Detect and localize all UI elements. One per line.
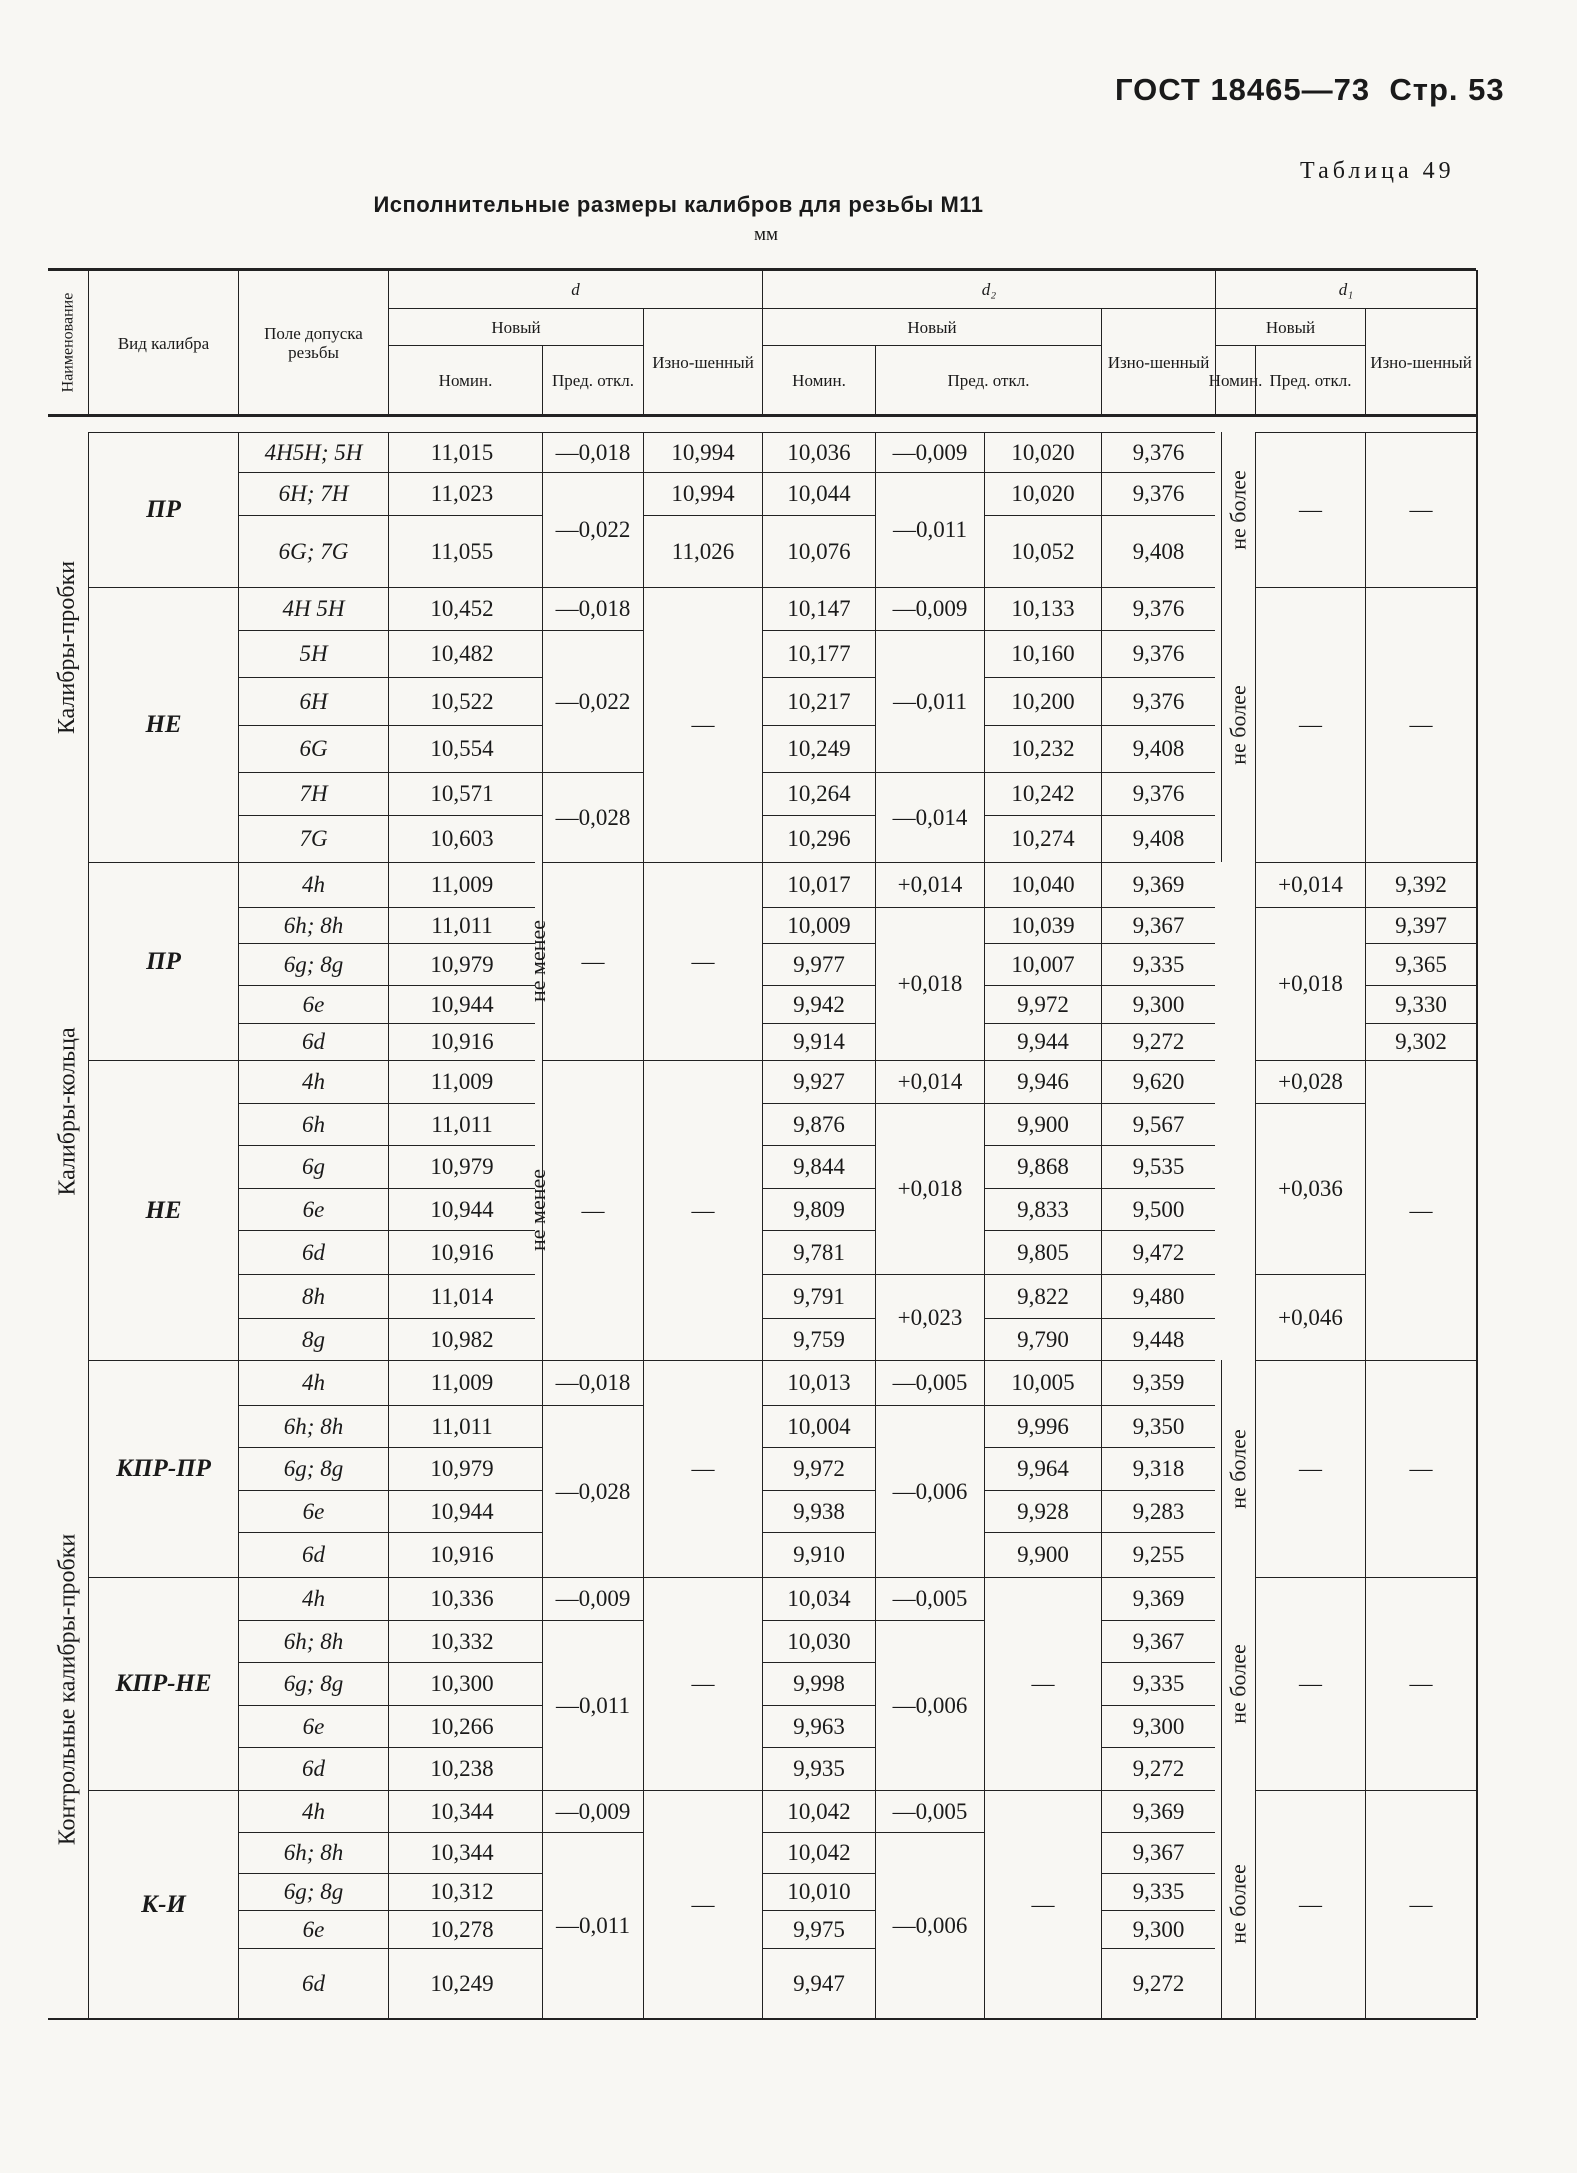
d2-worn: 10,274 bbox=[984, 815, 1101, 862]
d2-nominal: 9,791 bbox=[762, 1274, 875, 1318]
d2-deviation: —0,005 bbox=[875, 1360, 984, 1405]
tolerance-field: 6e bbox=[238, 985, 388, 1023]
d1-nominal: 9,272 bbox=[1101, 1023, 1215, 1060]
d-deviation: — bbox=[542, 862, 643, 1060]
d1-worn: 9,365 bbox=[1365, 943, 1476, 985]
d2-nominal: 10,147 bbox=[762, 587, 875, 630]
d2-nominal: 10,034 bbox=[762, 1577, 875, 1620]
d-nominal: 11,009 bbox=[388, 1060, 535, 1103]
tolerance-field: 6H; 7H bbox=[238, 472, 388, 515]
d1-worn: — bbox=[1365, 1060, 1476, 1360]
d-nominal: 11,009 bbox=[388, 1360, 535, 1405]
table-title: Исполнительные размеры калибров для резьбы М11 bbox=[373, 192, 984, 217]
d1-nominal: 9,335 bbox=[1101, 943, 1215, 985]
d2-nominal: 9,876 bbox=[762, 1103, 875, 1145]
d2-nominal: 10,264 bbox=[762, 772, 875, 815]
d-nominal: 10,554 bbox=[388, 725, 535, 772]
column-header-d1: d₁ bbox=[1215, 270, 1476, 308]
column-header-d2: d₂ bbox=[762, 270, 1215, 308]
d-deviation: —0,011 bbox=[542, 1620, 643, 1790]
d2-worn: 10,040 bbox=[984, 862, 1101, 907]
gauge-kind-label: КПР-ПР bbox=[88, 1360, 238, 1577]
tolerance-field: 6d bbox=[238, 1948, 388, 2018]
d-nominal: 10,603 bbox=[388, 815, 535, 862]
d-deviation: —0,009 bbox=[542, 1577, 643, 1620]
d2-nominal: 9,809 bbox=[762, 1188, 875, 1230]
d2-worn: 9,900 bbox=[984, 1532, 1101, 1577]
d-worn: — bbox=[643, 1577, 762, 1790]
table-cell bbox=[535, 432, 542, 472]
d-deviation: —0,022 bbox=[542, 472, 643, 587]
d2-deviation: —0,005 bbox=[875, 1790, 984, 1832]
column-header-worn: Изно-шенный bbox=[643, 308, 762, 415]
d2-nominal: 9,935 bbox=[762, 1747, 875, 1790]
d-nominal: 11,011 bbox=[388, 1103, 535, 1145]
d2-nominal: 10,042 bbox=[762, 1832, 875, 1873]
tolerance-field: 6g; 8g bbox=[238, 1662, 388, 1705]
table-cell bbox=[535, 1620, 542, 1662]
d-nominal: 11,011 bbox=[388, 1405, 535, 1447]
table-cell bbox=[535, 1662, 542, 1705]
table-bottom-rule bbox=[48, 2018, 1476, 2020]
column-header-deviation: Пред. откл. bbox=[1255, 345, 1365, 415]
tolerance-field: 6G; 7G bbox=[238, 515, 388, 587]
column-header-worn: Изно-шенный bbox=[1101, 308, 1215, 415]
d1-nominal: 9,300 bbox=[1101, 1705, 1215, 1747]
tolerance-field: 6h; 8h bbox=[238, 1405, 388, 1447]
d2-nominal: 10,042 bbox=[762, 1790, 875, 1832]
d1-nominal: 9,272 bbox=[1101, 1948, 1215, 2018]
d-nominal: 10,238 bbox=[388, 1747, 535, 1790]
d-worn: 10,994 bbox=[643, 432, 762, 472]
standard-number: ГОСТ 18465—73 Стр. 53 bbox=[1115, 72, 1505, 107]
d1-nominal: 9,369 bbox=[1101, 862, 1215, 907]
d1-nominal: 9,283 bbox=[1101, 1490, 1215, 1532]
d2-worn: 10,020 bbox=[984, 432, 1101, 472]
d2-nominal: 9,998 bbox=[762, 1662, 875, 1705]
group-label: Калибры-кольца bbox=[54, 1026, 81, 1196]
d-nominal: 10,979 bbox=[388, 1447, 535, 1490]
d-nominal: 10,944 bbox=[388, 985, 535, 1023]
column-header-new: Новый bbox=[1215, 308, 1365, 345]
d1-nominal: 9,367 bbox=[1101, 907, 1215, 943]
d2-nominal: 9,963 bbox=[762, 1705, 875, 1747]
d1-nominal: 9,335 bbox=[1101, 1662, 1215, 1705]
d2-worn: — bbox=[984, 1577, 1101, 1790]
table-cell bbox=[535, 515, 542, 587]
d2-deviation: +0,023 bbox=[875, 1274, 984, 1360]
table-unit: мм bbox=[753, 224, 779, 245]
d-nominal: 11,009 bbox=[388, 862, 535, 907]
d1-worn: 9,397 bbox=[1365, 907, 1476, 943]
column-header-nominal: Номин. bbox=[762, 345, 875, 415]
tolerance-field: 4H5H; 5H bbox=[238, 432, 388, 472]
d2-worn: 9,900 bbox=[984, 1103, 1101, 1145]
d1-worn: 9,392 bbox=[1365, 862, 1476, 907]
d2-worn: 9,946 bbox=[984, 1060, 1101, 1103]
table-right-rule bbox=[1476, 270, 1478, 2018]
d2-worn: 9,964 bbox=[984, 1447, 1101, 1490]
d2-nominal: 9,977 bbox=[762, 943, 875, 985]
group-label: Контрольные калибры-пробки bbox=[54, 1533, 81, 1845]
d2-worn: — bbox=[984, 1790, 1101, 2018]
d2-nominal: 9,781 bbox=[762, 1230, 875, 1274]
d1-nominal: 9,335 bbox=[1101, 1873, 1215, 1910]
d2-deviation: —0,014 bbox=[875, 772, 984, 862]
d-nominal: 10,916 bbox=[388, 1230, 535, 1274]
d2-nominal: 10,296 bbox=[762, 815, 875, 862]
d2-deviation: —0,005 bbox=[875, 1577, 984, 1620]
d1-nominal: 9,367 bbox=[1101, 1620, 1215, 1662]
d2-worn: 10,007 bbox=[984, 943, 1101, 985]
d-nominal: 11,055 bbox=[388, 515, 535, 587]
d1-nominal: 9,272 bbox=[1101, 1747, 1215, 1790]
d1-deviation: — bbox=[1255, 1790, 1365, 2018]
d2-nominal: 9,910 bbox=[762, 1532, 875, 1577]
tolerance-field: 4H 5H bbox=[238, 587, 388, 630]
column-header-nominal: Номин. bbox=[1215, 345, 1255, 415]
d-deviation: —0,018 bbox=[542, 1360, 643, 1405]
d2-deviation: +0,014 bbox=[875, 862, 984, 907]
d2-nominal: 10,030 bbox=[762, 1620, 875, 1662]
table-cell bbox=[535, 677, 542, 725]
d-nominal: 11,015 bbox=[388, 432, 535, 472]
d1-nominal: 9,535 bbox=[1101, 1145, 1215, 1188]
tolerance-field: 6H bbox=[238, 677, 388, 725]
d-nominal: 10,571 bbox=[388, 772, 535, 815]
d-nominal: 10,332 bbox=[388, 1620, 535, 1662]
d1-nominal: 9,500 bbox=[1101, 1188, 1215, 1230]
d-nominal: 10,916 bbox=[388, 1023, 535, 1060]
gauge-kind-label: ПР bbox=[88, 432, 238, 587]
d-nominal: 10,944 bbox=[388, 1188, 535, 1230]
tolerance-field: 6e bbox=[238, 1705, 388, 1747]
d-worn: 11,026 bbox=[643, 515, 762, 587]
d1-nominal: 9,472 bbox=[1101, 1230, 1215, 1274]
table-cell bbox=[535, 630, 542, 677]
d-nominal: 10,944 bbox=[388, 1490, 535, 1532]
d1-nominal: 9,408 bbox=[1101, 815, 1215, 862]
tolerance-field: 6e bbox=[238, 1188, 388, 1230]
d2-deviation: —0,006 bbox=[875, 1620, 984, 1790]
d2-worn: 10,232 bbox=[984, 725, 1101, 772]
d2-worn: 10,200 bbox=[984, 677, 1101, 725]
tolerance-field: 6g bbox=[238, 1145, 388, 1188]
tolerance-field: 6d bbox=[238, 1532, 388, 1577]
d2-worn: 10,242 bbox=[984, 772, 1101, 815]
d1-worn: — bbox=[1365, 1360, 1476, 1577]
d-nominal: 11,023 bbox=[388, 472, 535, 515]
tolerance-field: 6g; 8g bbox=[238, 1447, 388, 1490]
not-more-label: не более bbox=[1221, 432, 1255, 587]
tolerance-field: 6g; 8g bbox=[238, 1873, 388, 1910]
column-header-deviation: Пред. откл. bbox=[875, 345, 1101, 415]
table-cell bbox=[535, 472, 542, 515]
tolerance-field: 6e bbox=[238, 1490, 388, 1532]
table-cell bbox=[535, 1532, 542, 1577]
tolerance-field: 6d bbox=[238, 1230, 388, 1274]
d1-worn: — bbox=[1365, 432, 1476, 587]
d1-deviation: +0,046 bbox=[1255, 1274, 1365, 1360]
d2-nominal: 9,975 bbox=[762, 1910, 875, 1948]
d1-worn: — bbox=[1365, 1790, 1476, 2018]
d1-deviation: +0,018 bbox=[1255, 907, 1365, 1060]
d1-worn: 9,302 bbox=[1365, 1023, 1476, 1060]
column-header-field: Поле допуска резьбы bbox=[238, 270, 388, 415]
d-worn: 10,994 bbox=[643, 472, 762, 515]
d2-nominal: 9,947 bbox=[762, 1948, 875, 2018]
d-nominal: 11,014 bbox=[388, 1274, 535, 1318]
d-deviation: —0,028 bbox=[542, 1405, 643, 1577]
d1-nominal: 9,350 bbox=[1101, 1405, 1215, 1447]
gauge-kind-label: НЕ bbox=[88, 1060, 238, 1360]
d1-nominal: 9,376 bbox=[1101, 630, 1215, 677]
table-cell bbox=[535, 587, 542, 630]
d-nominal: 10,982 bbox=[388, 1318, 535, 1360]
not-less-label: не менее bbox=[525, 1168, 551, 1252]
tolerance-field: 6e bbox=[238, 1910, 388, 1948]
d2-deviation: +0,014 bbox=[875, 1060, 984, 1103]
d-deviation: —0,018 bbox=[542, 587, 643, 630]
d-deviation: —0,028 bbox=[542, 772, 643, 862]
d2-worn: 10,133 bbox=[984, 587, 1101, 630]
d2-nominal: 10,010 bbox=[762, 1873, 875, 1910]
d2-deviation: —0,006 bbox=[875, 1405, 984, 1577]
tolerance-field: 6d bbox=[238, 1747, 388, 1790]
d2-worn: 9,972 bbox=[984, 985, 1101, 1023]
tolerance-field: 6h bbox=[238, 1103, 388, 1145]
page-number: Стр. 53 bbox=[1389, 72, 1505, 107]
table-cell bbox=[535, 1790, 542, 1832]
d1-nominal: 9,369 bbox=[1101, 1790, 1215, 1832]
table-cell bbox=[535, 1747, 542, 1790]
d2-worn: 9,868 bbox=[984, 1145, 1101, 1188]
d2-nominal: 10,004 bbox=[762, 1405, 875, 1447]
d-deviation: —0,009 bbox=[542, 1790, 643, 1832]
table-cell bbox=[535, 1832, 542, 1873]
d2-worn: 10,020 bbox=[984, 472, 1101, 515]
d1-nominal: 9,367 bbox=[1101, 1832, 1215, 1873]
tolerance-field: 6h; 8h bbox=[238, 1832, 388, 1873]
d1-nominal: 9,376 bbox=[1101, 587, 1215, 630]
d1-nominal: 9,376 bbox=[1101, 677, 1215, 725]
d1-deviation: — bbox=[1255, 1577, 1365, 1790]
column-header-kind: Вид калибра bbox=[88, 270, 238, 415]
d1-nominal: 9,376 bbox=[1101, 472, 1215, 515]
column-header-new: Новый bbox=[388, 308, 643, 345]
d-nominal: 10,300 bbox=[388, 1662, 535, 1705]
not-less-label: не менее bbox=[525, 919, 551, 1003]
column-header-nominal: Номин. bbox=[388, 345, 542, 415]
d2-nominal: 10,044 bbox=[762, 472, 875, 515]
d2-nominal: 9,938 bbox=[762, 1490, 875, 1532]
d2-deviation: +0,018 bbox=[875, 1103, 984, 1274]
d2-nominal: 10,013 bbox=[762, 1360, 875, 1405]
tolerance-field: 6G bbox=[238, 725, 388, 772]
tolerance-field: 7G bbox=[238, 815, 388, 862]
d-nominal: 10,452 bbox=[388, 587, 535, 630]
d-nominal: 10,278 bbox=[388, 1910, 535, 1948]
column-header-deviation: Пред. откл. bbox=[542, 345, 643, 415]
d2-worn: 10,160 bbox=[984, 630, 1101, 677]
not-more-label: не более bbox=[1221, 1360, 1255, 1577]
d-nominal: 10,979 bbox=[388, 943, 535, 985]
d1-nominal: 9,376 bbox=[1101, 772, 1215, 815]
d2-deviation: —0,011 bbox=[875, 630, 984, 772]
d2-nominal: 10,249 bbox=[762, 725, 875, 772]
d2-nominal: 9,759 bbox=[762, 1318, 875, 1360]
not-more-label: не более bbox=[1221, 1790, 1255, 2018]
tolerance-field: 4h bbox=[238, 1790, 388, 1832]
tolerance-field: 7H bbox=[238, 772, 388, 815]
d-nominal: 10,344 bbox=[388, 1832, 535, 1873]
d-nominal: 10,249 bbox=[388, 1948, 535, 2018]
d-nominal: 10,266 bbox=[388, 1705, 535, 1747]
gauge-kind-label: ПР bbox=[88, 862, 238, 1060]
table-cell bbox=[535, 725, 542, 772]
d1-nominal: 9,620 bbox=[1101, 1060, 1215, 1103]
tolerance-field: 4h bbox=[238, 1060, 388, 1103]
table-cell bbox=[535, 1873, 542, 1910]
gauge-kind-label: К-И bbox=[88, 1790, 238, 2018]
not-more-label: не более bbox=[1221, 587, 1255, 862]
d1-deviation: — bbox=[1255, 1360, 1365, 1577]
d-worn: — bbox=[643, 587, 762, 862]
d-nominal: 10,522 bbox=[388, 677, 535, 725]
group-label: Калибры-пробки bbox=[54, 560, 81, 734]
d-worn: — bbox=[643, 1790, 762, 2018]
d-worn: — bbox=[643, 862, 762, 1060]
d1-deviation: — bbox=[1255, 432, 1365, 587]
tolerance-field: 8g bbox=[238, 1318, 388, 1360]
column-header-new: Новый bbox=[762, 308, 1101, 345]
d1-worn: — bbox=[1365, 1577, 1476, 1790]
d1-deviation: +0,028 bbox=[1255, 1060, 1365, 1103]
table-cell bbox=[535, 1705, 542, 1747]
d1-worn: — bbox=[1365, 587, 1476, 862]
d2-nominal: 9,972 bbox=[762, 1447, 875, 1490]
d-deviation: —0,011 bbox=[542, 1832, 643, 2018]
d-worn: — bbox=[643, 1060, 762, 1360]
tolerance-field: 6d bbox=[238, 1023, 388, 1060]
gauge-kind-label: КПР-НЕ bbox=[88, 1577, 238, 1790]
table-cell bbox=[535, 815, 542, 862]
d2-nominal: 10,217 bbox=[762, 677, 875, 725]
d-nominal: 10,336 bbox=[388, 1577, 535, 1620]
d2-nominal: 10,009 bbox=[762, 907, 875, 943]
tolerance-field: 5H bbox=[238, 630, 388, 677]
d2-worn: 10,039 bbox=[984, 907, 1101, 943]
d2-nominal: 9,844 bbox=[762, 1145, 875, 1188]
column-header-worn: Изно-шенный bbox=[1365, 308, 1476, 415]
table-cell bbox=[535, 1577, 542, 1620]
d-worn: — bbox=[643, 1360, 762, 1577]
table-number: Таблица 49 bbox=[1300, 158, 1455, 184]
tolerance-field: 6h; 8h bbox=[238, 907, 388, 943]
column-header-name: Наименование bbox=[59, 292, 77, 393]
d2-worn: 9,790 bbox=[984, 1318, 1101, 1360]
d1-deviation: +0,014 bbox=[1255, 862, 1365, 907]
d2-nominal: 9,942 bbox=[762, 985, 875, 1023]
tolerance-field: 4h bbox=[238, 1577, 388, 1620]
d-nominal: 10,482 bbox=[388, 630, 535, 677]
d1-nominal: 9,318 bbox=[1101, 1447, 1215, 1490]
d2-worn: 9,996 bbox=[984, 1405, 1101, 1447]
d-nominal: 11,011 bbox=[388, 907, 535, 943]
d2-worn: 9,944 bbox=[984, 1023, 1101, 1060]
d2-worn: 9,805 bbox=[984, 1230, 1101, 1274]
d1-nominal: 9,408 bbox=[1101, 725, 1215, 772]
d-nominal: 10,312 bbox=[388, 1873, 535, 1910]
d2-worn: 9,928 bbox=[984, 1490, 1101, 1532]
d2-deviation: +0,018 bbox=[875, 907, 984, 1060]
d2-deviation: —0,009 bbox=[875, 432, 984, 472]
tolerance-field: 4h bbox=[238, 1360, 388, 1405]
d2-worn: 10,005 bbox=[984, 1360, 1101, 1405]
d-nominal: 10,916 bbox=[388, 1532, 535, 1577]
d-deviation: —0,018 bbox=[542, 432, 643, 472]
d-deviation: — bbox=[542, 1060, 643, 1360]
tolerance-field: 6g; 8g bbox=[238, 943, 388, 985]
d2-worn: 9,833 bbox=[984, 1188, 1101, 1230]
d2-deviation: —0,011 bbox=[875, 472, 984, 587]
d2-nominal: 9,927 bbox=[762, 1060, 875, 1103]
d2-deviation: —0,009 bbox=[875, 587, 984, 630]
table-cell bbox=[535, 1360, 542, 1405]
d-deviation: —0,022 bbox=[542, 630, 643, 772]
table-cell bbox=[535, 1447, 542, 1490]
tolerance-field: 6h; 8h bbox=[238, 1620, 388, 1662]
tolerance-field: 8h bbox=[238, 1274, 388, 1318]
d2-nominal: 9,914 bbox=[762, 1023, 875, 1060]
d1-nominal: 9,408 bbox=[1101, 515, 1215, 587]
d1-nominal: 9,300 bbox=[1101, 985, 1215, 1023]
d1-nominal: 9,300 bbox=[1101, 1910, 1215, 1948]
d1-nominal: 9,255 bbox=[1101, 1532, 1215, 1577]
gauge-kind-label: НЕ bbox=[88, 587, 238, 862]
column-header-d: d bbox=[388, 270, 762, 308]
d-nominal: 10,979 bbox=[388, 1145, 535, 1188]
table-cell bbox=[535, 772, 542, 815]
d2-nominal: 10,076 bbox=[762, 515, 875, 587]
d1-worn: 9,330 bbox=[1365, 985, 1476, 1023]
d2-deviation: —0,006 bbox=[875, 1832, 984, 2018]
table-cell bbox=[535, 1948, 542, 2018]
d1-nominal: 9,359 bbox=[1101, 1360, 1215, 1405]
d1-nominal: 9,376 bbox=[1101, 432, 1215, 472]
d2-nominal: 10,017 bbox=[762, 862, 875, 907]
d1-nominal: 9,369 bbox=[1101, 1577, 1215, 1620]
table-cell bbox=[535, 1405, 542, 1447]
d2-nominal: 10,177 bbox=[762, 630, 875, 677]
d1-nominal: 9,480 bbox=[1101, 1274, 1215, 1318]
d2-worn: 10,052 bbox=[984, 515, 1101, 587]
d1-nominal: 9,567 bbox=[1101, 1103, 1215, 1145]
d1-nominal: 9,448 bbox=[1101, 1318, 1215, 1360]
table-cell bbox=[535, 1490, 542, 1532]
not-more-label: не более bbox=[1221, 1577, 1255, 1790]
table-cell bbox=[535, 1910, 542, 1948]
tolerance-field: 4h bbox=[238, 862, 388, 907]
d-nominal: 10,344 bbox=[388, 1790, 535, 1832]
d1-deviation: +0,036 bbox=[1255, 1103, 1365, 1274]
d2-nominal: 10,036 bbox=[762, 432, 875, 472]
d1-deviation: — bbox=[1255, 587, 1365, 862]
d2-worn: 9,822 bbox=[984, 1274, 1101, 1318]
header-bottom-rule bbox=[48, 414, 1476, 417]
